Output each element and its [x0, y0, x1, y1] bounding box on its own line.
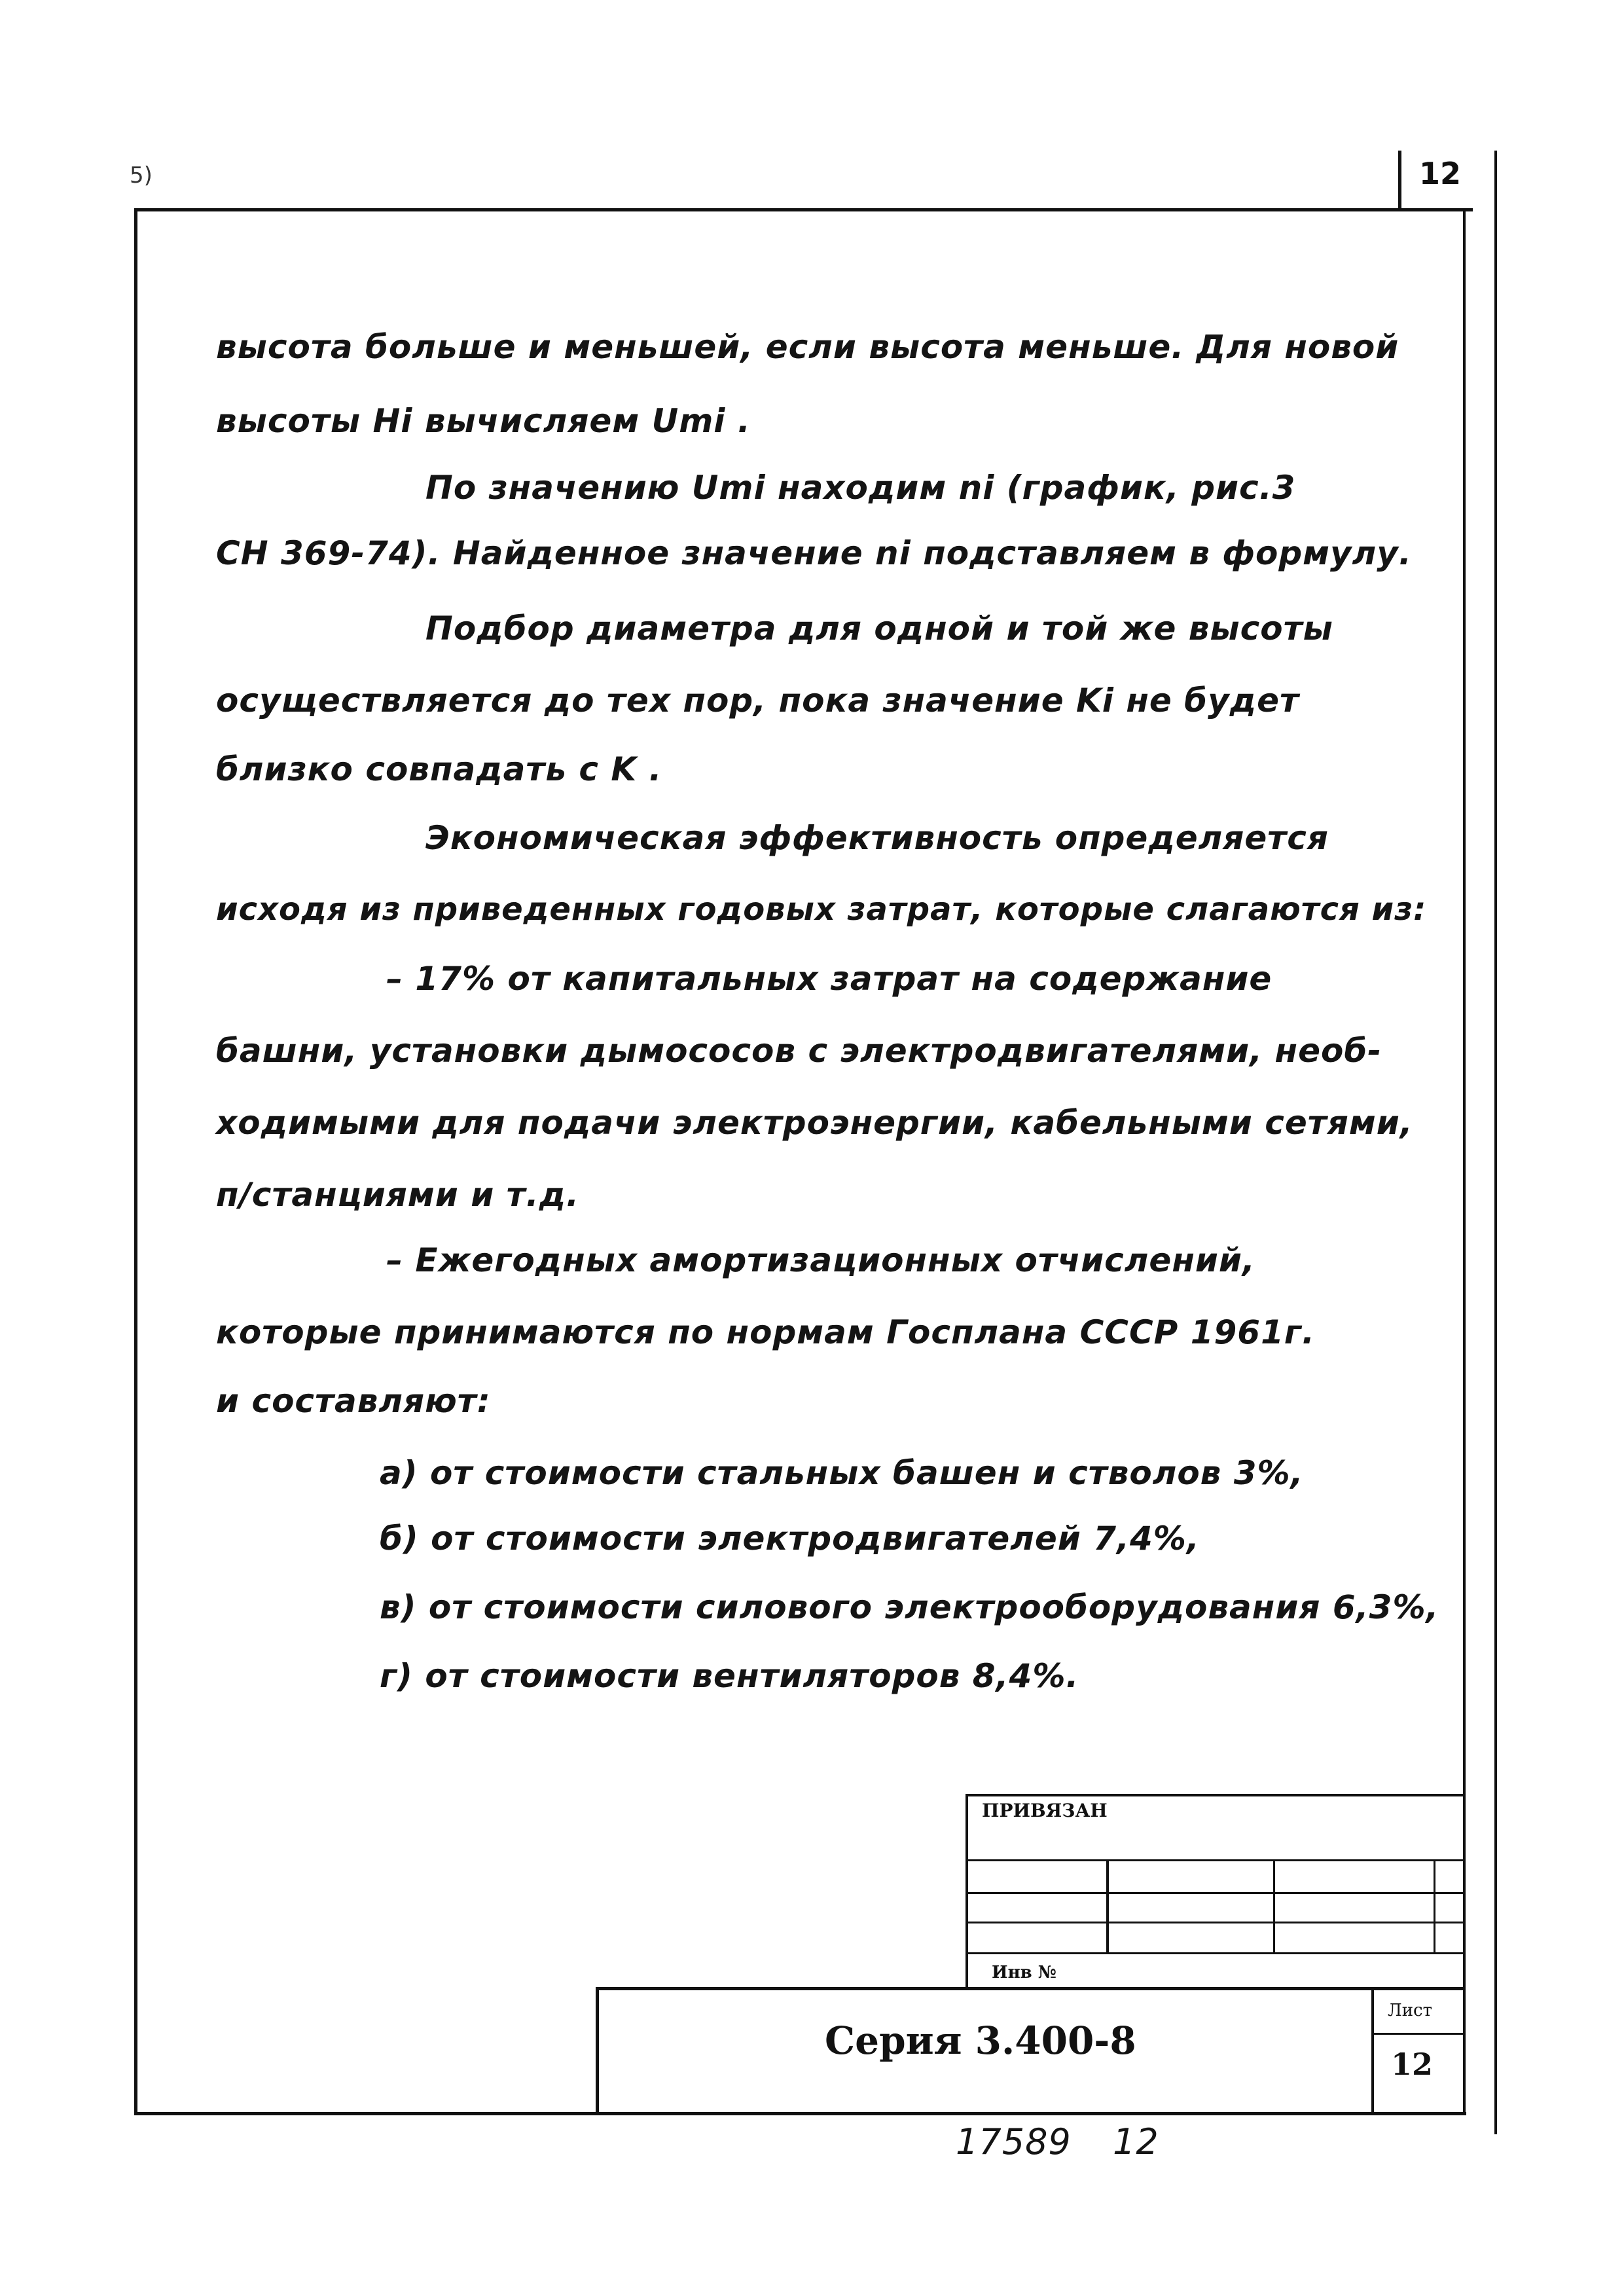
stamp-top-border [965, 1794, 1463, 1796]
frame-right-outer [1494, 151, 1497, 2134]
page-number-top: 12 [1419, 156, 1462, 191]
body-line-2: высоты Hi вычисляем Umi . [216, 402, 751, 440]
body-line-12: ходимыми для подачи электроэнергии, кабельными сетями, [216, 1104, 1413, 1142]
series-top-border [596, 1987, 1463, 1990]
body-line-11: башни, установки дымососов с электродвигателями, необ- [216, 1032, 1382, 1070]
body-line-16: и составляют: [216, 1382, 491, 1420]
body-line-5: Подбор диаметра для одной и той же высоты [425, 610, 1333, 647]
stamp-row-2 [965, 1892, 1463, 1894]
list-cell-divider [1374, 2033, 1463, 2035]
inv-label: Инв № [992, 1963, 1056, 1982]
body-line-18: б) от стоимости электродвигателей 7,4%, [380, 1520, 1200, 1558]
body-line-4: CH 369-74). Найденное значение ni подставляем в формулу. [216, 534, 1412, 572]
body-line-20: г) от стоимости вентиляторов 8,4%. [380, 1657, 1079, 1695]
stamp-col-2 [1273, 1859, 1275, 1954]
series-label: Серия 3.400-8 [825, 2018, 1136, 2063]
stamp-col-3 [1434, 1859, 1435, 1954]
body-line-13: п/станциями и т.д. [216, 1176, 580, 1214]
stamp-row-3 [965, 1922, 1463, 1923]
body-line-19: в) от стоимости силового электрооборудования 6,3%, [380, 1588, 1439, 1626]
corner-mark: 5) [130, 162, 153, 189]
list-label: Лист [1388, 2001, 1432, 2020]
list-cell-left [1371, 1990, 1374, 2115]
body-line-8: Экономическая эффективность определяется [425, 819, 1329, 857]
body-line-10: – 17% от капитальных затрат на содержание [386, 960, 1272, 998]
stamp-row-4 [965, 1952, 1463, 1954]
privyazan-label: ПРИВЯЗАН [982, 1800, 1108, 1821]
body-line-15: которые принимаются по нормам Госплана СССР 1961г. [216, 1313, 1315, 1351]
body-line-14: – Ежегодных амортизационных отчислений, [386, 1241, 1255, 1279]
body-line-9: исходя из приведенных годовых затрат, которые слагаются из: [216, 891, 1427, 928]
page-number-divider [1398, 151, 1401, 211]
body-line-17: а) от стоимости стальных башен и стволов 3%, [380, 1454, 1304, 1492]
frame-left [134, 208, 137, 2113]
stamp-col-1 [1106, 1859, 1109, 1954]
body-line-1: высота больше и меньшей, если высота меньше. Для новой [216, 328, 1399, 366]
body-line-3: По значению Umi находим ni (график, рис.3 [425, 469, 1296, 507]
frame-top-right-ext [1394, 208, 1473, 211]
frame-top [134, 208, 1473, 211]
footer-page: 12 [1113, 2121, 1159, 2162]
series-left-border [596, 1987, 599, 2115]
frame-bottom [134, 2112, 1466, 2115]
archive-number: 17589 [956, 2121, 1072, 2162]
body-line-7: близко совпадать с K . [216, 750, 662, 788]
body-line-6: осуществляется до тех пор, пока значение Ki не будет [216, 682, 1299, 720]
list-number: 12 [1391, 2047, 1434, 2082]
frame-right-inner [1463, 208, 1466, 2115]
stamp-row-1 [965, 1859, 1463, 1861]
